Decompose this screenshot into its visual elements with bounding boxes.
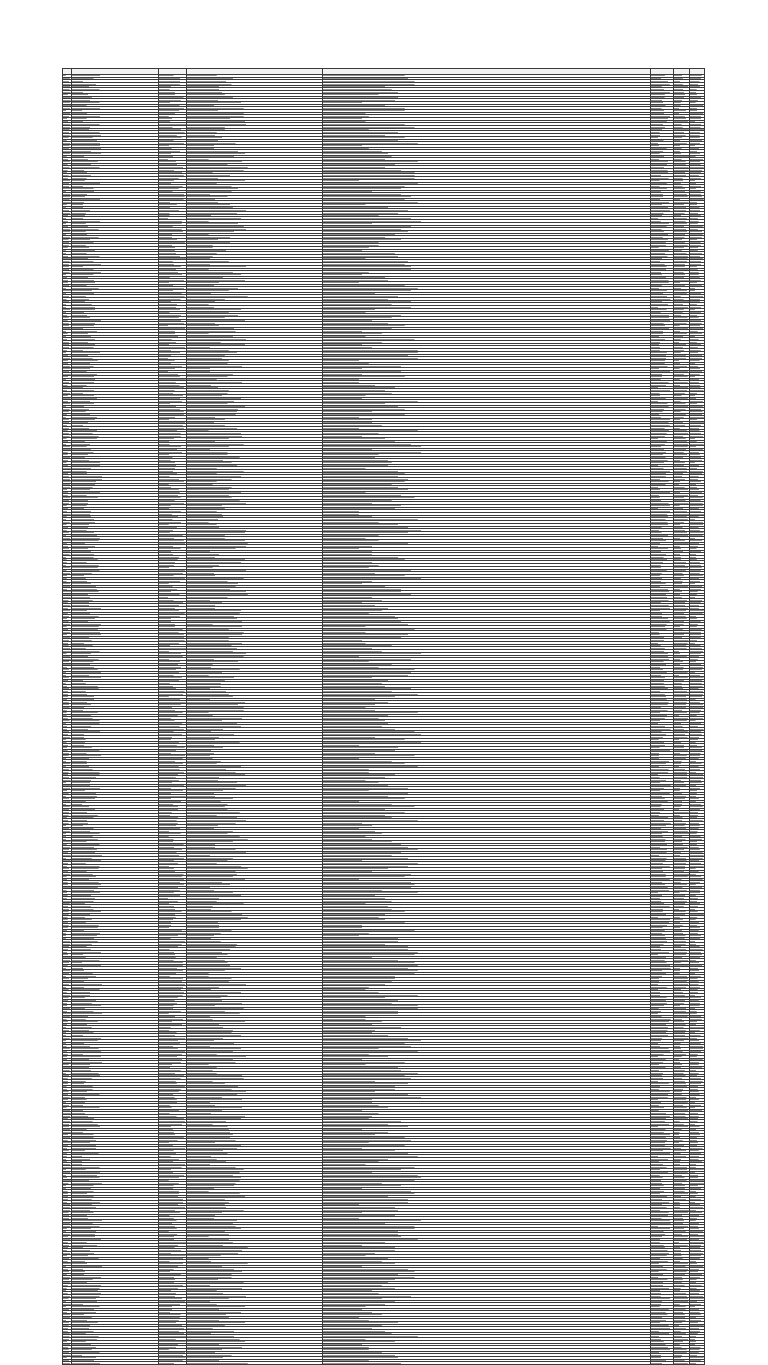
data-table bbox=[62, 68, 705, 1365]
table-cell bbox=[690, 1362, 705, 1365]
table-cell bbox=[159, 1362, 187, 1365]
table-row bbox=[63, 1362, 705, 1365]
table-cell bbox=[63, 1362, 72, 1365]
table-cell bbox=[651, 1362, 674, 1365]
table-cell bbox=[72, 1362, 159, 1365]
table-cell bbox=[323, 1362, 651, 1365]
table-cell bbox=[674, 1362, 690, 1365]
spreadsheet bbox=[62, 68, 704, 1365]
table-cell bbox=[187, 1362, 323, 1365]
table-body bbox=[63, 75, 705, 1365]
